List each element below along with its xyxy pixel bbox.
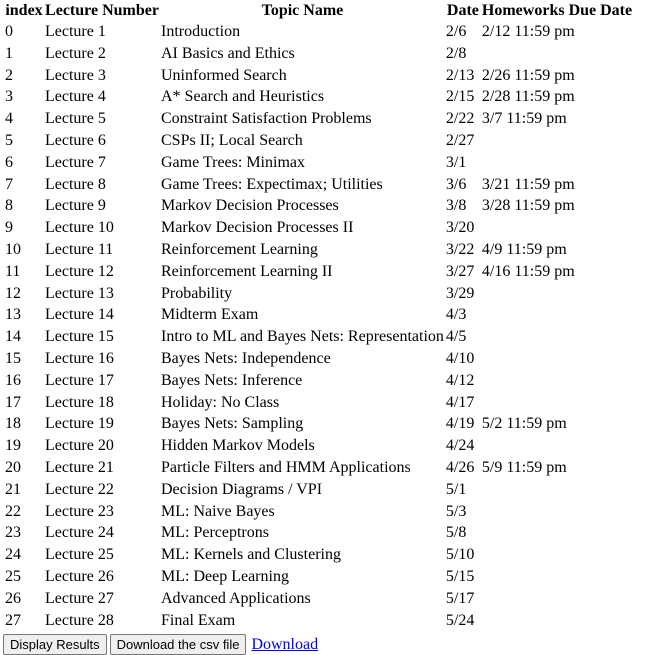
cell-index: 19 — [5, 437, 21, 455]
cell-index: 27 — [5, 611, 21, 629]
cell-lecture-number: Lecture 4 — [45, 88, 106, 106]
cell-topic-name: Uninformed Search — [161, 66, 287, 84]
cell-date: 4/10 — [445, 349, 475, 367]
cell-topic-name: Game Trees: Minimax — [161, 153, 305, 171]
cell-homework-due: 2/28 11:59 pm — [481, 88, 575, 106]
cell-lecture-number: Lecture 17 — [45, 371, 114, 389]
table-body — [5, 21, 632, 631]
cell-date: 5/8 — [445, 524, 467, 542]
cell-homework-due: 3/28 11:59 pm — [481, 197, 575, 215]
cell-index: 3 — [5, 88, 13, 106]
table-row — [5, 479, 632, 501]
download-csv-button[interactable]: Download the csv file — [110, 634, 247, 655]
cell-topic-name: Final Exam — [161, 611, 236, 629]
cell-index: 26 — [5, 589, 21, 607]
cell-index: 10 — [5, 240, 21, 258]
cell-lecture-number: Lecture 27 — [45, 589, 114, 607]
cell-date: 3/22 — [445, 240, 475, 258]
cell-lecture-number: Lecture 2 — [45, 44, 106, 62]
cell-index: 23 — [5, 524, 21, 542]
cell-lecture-number: Lecture 25 — [45, 546, 114, 564]
table-row — [5, 43, 632, 65]
header-index: index — [5, 2, 43, 19]
cell-date: 2/15 — [445, 88, 475, 106]
cell-homework-due — [482, 283, 632, 305]
table-row — [5, 348, 632, 370]
table-row — [5, 217, 632, 239]
cell-index: 16 — [5, 371, 21, 389]
cell-lecture-number: Lecture 15 — [45, 328, 114, 346]
cell-homework-due — [482, 566, 632, 588]
cell-topic-name: Midterm Exam — [161, 306, 259, 324]
cell-homework-due — [482, 522, 632, 544]
cell-topic-name: Bayes Nets: Sampling — [161, 415, 304, 433]
cell-lecture-number: Lecture 5 — [45, 110, 106, 128]
cell-index: 15 — [5, 349, 21, 367]
table-row — [5, 588, 632, 610]
cell-index: 2 — [5, 66, 13, 84]
table-row — [5, 326, 632, 348]
cell-homework-due — [482, 130, 632, 152]
cell-topic-name: Markov Decision Processes II — [161, 219, 354, 237]
cell-topic-name: Probability — [161, 284, 233, 302]
cell-topic-name: Game Trees: Expectimax; Utilities — [161, 175, 383, 193]
table-row — [5, 457, 632, 479]
cell-homework-due — [482, 304, 632, 326]
cell-index: 21 — [5, 480, 21, 498]
table-row — [5, 566, 632, 588]
cell-index: 6 — [5, 153, 13, 171]
cell-homework-due: 5/2 11:59 pm — [481, 415, 567, 433]
cell-date: 4/24 — [445, 437, 475, 455]
cell-lecture-number: Lecture 6 — [45, 131, 106, 149]
cell-date: 5/3 — [445, 502, 467, 520]
cell-topic-name: Bayes Nets: Independence — [161, 349, 331, 367]
cell-lecture-number: Lecture 22 — [45, 480, 114, 498]
cell-topic-name: Decision Diagrams / VPI — [161, 480, 323, 498]
table-row — [5, 283, 632, 305]
table-row — [5, 413, 632, 435]
table-row — [5, 544, 632, 566]
table-row — [5, 21, 632, 43]
cell-homework-due — [482, 544, 632, 566]
cell-index: 25 — [5, 567, 21, 585]
cell-lecture-number: Lecture 19 — [45, 415, 114, 433]
cell-date: 4/12 — [445, 371, 475, 389]
cell-date: 5/24 — [445, 611, 475, 629]
cell-date: 4/5 — [445, 328, 467, 346]
cell-homework-due — [482, 43, 632, 65]
table-header — [5, 0, 632, 21]
cell-lecture-number: Lecture 3 — [45, 66, 106, 84]
cell-index: 12 — [5, 284, 21, 302]
cell-lecture-number: Lecture 8 — [45, 175, 106, 193]
cell-homework-due: 4/9 11:59 pm — [481, 240, 567, 258]
cell-homework-due — [482, 479, 632, 501]
cell-index: 5 — [5, 131, 13, 149]
cell-homework-due: 2/12 11:59 pm — [481, 23, 575, 40]
cell-date: 4/26 — [445, 458, 475, 476]
table-row — [5, 130, 632, 152]
cell-index: 17 — [5, 393, 21, 411]
table-row — [5, 174, 632, 196]
cell-topic-name: Hidden Markov Models — [161, 437, 315, 455]
cell-lecture-number: Lecture 28 — [45, 611, 114, 629]
cell-topic-name: ML: Deep Learning — [161, 567, 289, 585]
cell-index: 7 — [5, 175, 13, 193]
cell-homework-due — [482, 326, 632, 348]
cell-date: 4/17 — [445, 393, 475, 411]
cell-lecture-number: Lecture 24 — [45, 524, 114, 542]
cell-date: 2/8 — [445, 44, 467, 62]
cell-date: 2/13 — [445, 66, 475, 84]
cell-lecture-number: Lecture 20 — [45, 437, 114, 455]
cell-index: 22 — [5, 502, 21, 520]
cell-topic-name: Constraint Satisfaction Problems — [161, 110, 372, 128]
cell-homework-due — [482, 610, 632, 632]
cell-date: 2/27 — [445, 131, 475, 149]
cell-lecture-number: Lecture 23 — [45, 502, 114, 520]
header-lecture-number: Lecture Number — [45, 2, 159, 19]
cell-homework-due — [482, 152, 632, 174]
cell-date: 5/1 — [445, 480, 467, 498]
table-row — [5, 522, 632, 544]
cell-date: 2/22 — [445, 110, 475, 128]
cell-topic-name: AI Basics and Ethics — [161, 44, 295, 62]
table-row — [5, 239, 632, 261]
cell-index: 9 — [5, 219, 13, 237]
controls-bar — [3, 634, 318, 655]
table-row — [5, 195, 632, 217]
cell-topic-name: ML: Kernels and Clustering — [161, 546, 341, 564]
cell-homework-due — [482, 370, 632, 392]
lecture-schedule-table — [3, 0, 634, 631]
header-date: Date — [446, 2, 479, 19]
cell-date: 5/10 — [445, 546, 475, 564]
cell-date: 3/8 — [445, 197, 467, 215]
cell-index: 18 — [5, 415, 21, 433]
cell-homework-due — [482, 435, 632, 457]
cell-topic-name: ML: Naive Bayes — [161, 502, 275, 520]
table-row — [5, 304, 632, 326]
cell-topic-name: Advanced Applications — [161, 589, 311, 607]
cell-homework-due — [482, 501, 632, 523]
cell-date: 3/6 — [445, 175, 467, 193]
header-row — [5, 0, 632, 21]
cell-topic-name: Reinforcement Learning — [161, 240, 318, 258]
cell-date: 3/20 — [445, 219, 475, 237]
cell-topic-name: A* Search and Heuristics — [161, 88, 325, 106]
cell-homework-due — [482, 588, 632, 610]
cell-index: 20 — [5, 458, 21, 476]
cell-topic-name: Reinforcement Learning II — [161, 262, 333, 280]
cell-date: 3/29 — [445, 284, 475, 302]
table-row — [5, 392, 632, 414]
table-row — [5, 65, 632, 87]
cell-lecture-number: Lecture 10 — [45, 219, 114, 237]
cell-index: 8 — [5, 197, 13, 215]
cell-homework-due: 4/16 11:59 pm — [481, 262, 575, 280]
cell-topic-name: Bayes Nets: Inference — [161, 371, 303, 389]
cell-index: 11 — [5, 262, 21, 280]
cell-lecture-number: Lecture 13 — [45, 284, 114, 302]
display-results-button[interactable]: Display Results — [3, 634, 107, 655]
table-row — [5, 152, 632, 174]
cell-date: 2/6 — [445, 23, 467, 40]
header-homeworks-due-date: Homeworks Due Date — [481, 2, 633, 19]
cell-topic-name: CSPs II; Local Search — [161, 131, 303, 149]
cell-homework-due — [482, 392, 632, 414]
table-row — [5, 108, 632, 130]
cell-lecture-number: Lecture 1 — [45, 23, 106, 40]
cell-lecture-number: Lecture 11 — [45, 240, 114, 258]
cell-date: 5/17 — [445, 589, 475, 607]
cell-index: 0 — [5, 23, 13, 40]
cell-date: 4/19 — [445, 415, 475, 433]
cell-topic-name: Particle Filters and HMM Applications — [161, 458, 411, 476]
cell-index: 13 — [5, 306, 21, 324]
cell-lecture-number: Lecture 21 — [45, 458, 114, 476]
header-topic-name: Topic Name — [261, 2, 344, 19]
cell-topic-name: Intro to ML and Bayes Nets: Representation — [161, 328, 444, 346]
cell-index: 4 — [5, 110, 13, 128]
table-row — [5, 86, 632, 108]
cell-date: 4/3 — [445, 306, 467, 324]
cell-lecture-number: Lecture 14 — [45, 306, 114, 324]
table-row — [5, 610, 632, 632]
cell-topic-name: Holiday: No Class — [161, 393, 280, 411]
download-link[interactable]: Download — [251, 635, 319, 653]
cell-index: 1 — [5, 44, 13, 62]
table-row — [5, 435, 632, 457]
cell-date: 5/15 — [445, 567, 475, 585]
cell-homework-due: 5/9 11:59 pm — [481, 458, 567, 476]
table-row — [5, 261, 632, 283]
cell-lecture-number: Lecture 18 — [45, 393, 114, 411]
cell-homework-due — [482, 348, 632, 370]
cell-topic-name: Markov Decision Processes — [161, 197, 339, 215]
cell-homework-due: 2/26 11:59 pm — [481, 66, 575, 84]
cell-homework-due: 3/7 11:59 pm — [481, 110, 567, 128]
cell-date: 3/1 — [445, 153, 467, 171]
table-row — [5, 501, 632, 523]
cell-homework-due: 3/21 11:59 pm — [481, 175, 575, 193]
cell-lecture-number: Lecture 7 — [45, 153, 106, 171]
cell-lecture-number: Lecture 26 — [45, 567, 114, 585]
cell-topic-name: ML: Perceptrons — [161, 524, 269, 542]
cell-topic-name: Introduction — [161, 23, 241, 40]
cell-index: 14 — [5, 328, 21, 346]
cell-lecture-number: Lecture 9 — [45, 197, 106, 215]
cell-lecture-number: Lecture 16 — [45, 349, 114, 367]
cell-homework-due — [482, 217, 632, 239]
cell-date: 3/27 — [445, 262, 475, 280]
cell-lecture-number: Lecture 12 — [45, 262, 114, 280]
table-row — [5, 370, 632, 392]
cell-index: 24 — [5, 546, 21, 564]
